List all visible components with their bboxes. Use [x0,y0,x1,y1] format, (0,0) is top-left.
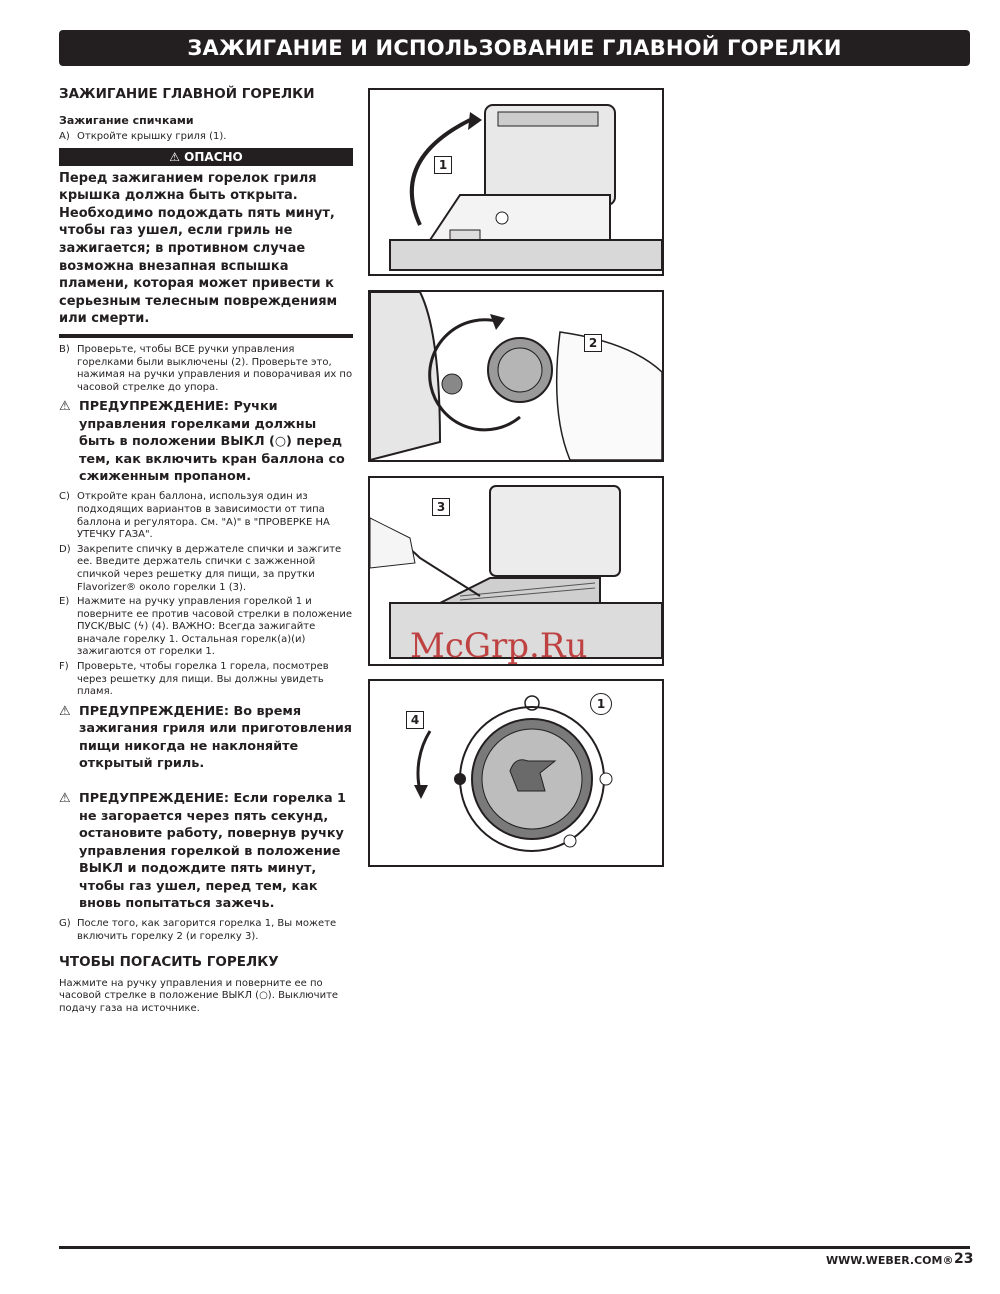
page-title: ЗАЖИГАНИЕ И ИСПОЛЬЗОВАНИЕ ГЛАВНОЙ ГОРЕЛКИ [59,30,970,66]
step-a: A) Откройте крышку гриля (1). [59,131,227,142]
warning-icon: ⚠ [59,703,71,719]
warning-icon: ⚠ [59,399,71,415]
warning-1: ⚠ ПРЕДУПРЕЖДЕНИЕ: Ручки управления горелками должны быть в положении ВЫКЛ (○) перед тем, как включить кран баллона со сжиженным пропаном. [59,399,345,484]
figure-4-number: 4 [406,711,424,729]
section-heading-extinguish: ЧТОБЫ ПОГАСИТЬ ГОРЕЛКУ [59,953,279,970]
step-e: E) Нажмите на ручку управления горелкой 1 и поверните ее против часовой стрелки в положение ПУСК/ВЫС (ϟ) (4). ВАЖНО: Всегда зажигайте вначале горелку 1. Остальная горелк(а)(и) зажигаются от горелки 1. [59,596,352,658]
section-heading-ignite: ЗАЖИГАНИЕ ГЛАВНОЙ ГОРЕЛКИ [59,86,315,102]
step-g: G) После того, как загорится горелка 1, Вы можете включить горелку 2 (и горелку 3). [59,918,337,942]
danger-text: Перед зажиганием горелок гриля крышка должна быть открыта. Необходимо подождать пять минут, чтобы газ ушел, если гриль не зажигается; в противном случае возможна внезапная вспышка пламени, которая может привести к серьезным телесным повреждениям или смерти. [59,166,353,338]
text-column [59,86,353,1015]
warning-3: ⚠ ПРЕДУПРЕЖДЕНИЕ: Если горелка 1 не загорается через пять секунд, остановите работу, повернув ручку управления горелкой в положение ВЫКЛ и подождите пять минут, чтобы газ ушел, перед тем, как вновь попытаться зажечь. [59,791,346,911]
knob-dial-illustration [370,681,662,865]
warning-icon: ⚠ [59,791,71,807]
watermark: McGrp.Ru [410,626,588,666]
figure-1-number: 1 [434,156,452,174]
step-c: C) Откройте кран баллона, используя один из подходящих вариантов в зависимости от типа баллона и регулятора. См. "A)" в "ПРОВЕРКЕ НА УТЕЧКУ ГАЗА". [59,491,330,541]
step-f: F) Проверьте, чтобы горелка 1 горела, посмотрев через решетку для пищи. Вы должны увидеть пламя. [59,661,329,698]
burner-1-indicator: 1 [590,693,612,715]
footer-url: WWW.WEBER.COM® [826,1254,954,1267]
grill-open-lid-illustration [370,90,662,274]
danger-label: ⚠ ОПАСНО [59,148,353,166]
figure-4-knob-start-position [368,679,664,867]
figure-3-number: 3 [432,498,450,516]
page-number: 23 [954,1251,974,1267]
figure-1-open-lid [368,88,664,276]
step-b: B) Проверьте, чтобы ВСЕ ручки управления горелками были выключены (2). Проверьте это, нажимая на ручки управления и поворачивая их по часовой стрелке до упора. [59,343,353,393]
figure-2-knobs-off [368,290,664,462]
extinguish-text: Нажмите на ручку управления и поверните ее по часовой стрелке в положение ВЫКЛ (○). Выключите подачу газа на источнике. [59,977,339,1014]
step-d: D) Закрепите спичку в держателе спички и зажгите ее. Введите держатель спички с зажженной спичкой через решетку для пищи, за прутки Flavorizer® около горелки 1 (3). [59,543,342,593]
footer-divider [59,1246,970,1249]
control-knob-illustration [370,292,662,460]
subheading-matches: Зажигание спичками [59,114,194,127]
figure-2-number: 2 [584,334,602,352]
warning-2: ⚠ ПРЕДУПРЕЖДЕНИЕ: Во время зажигания гриля или приготовления пищи никогда не наклоняйте открытый гриль. [59,703,353,772]
